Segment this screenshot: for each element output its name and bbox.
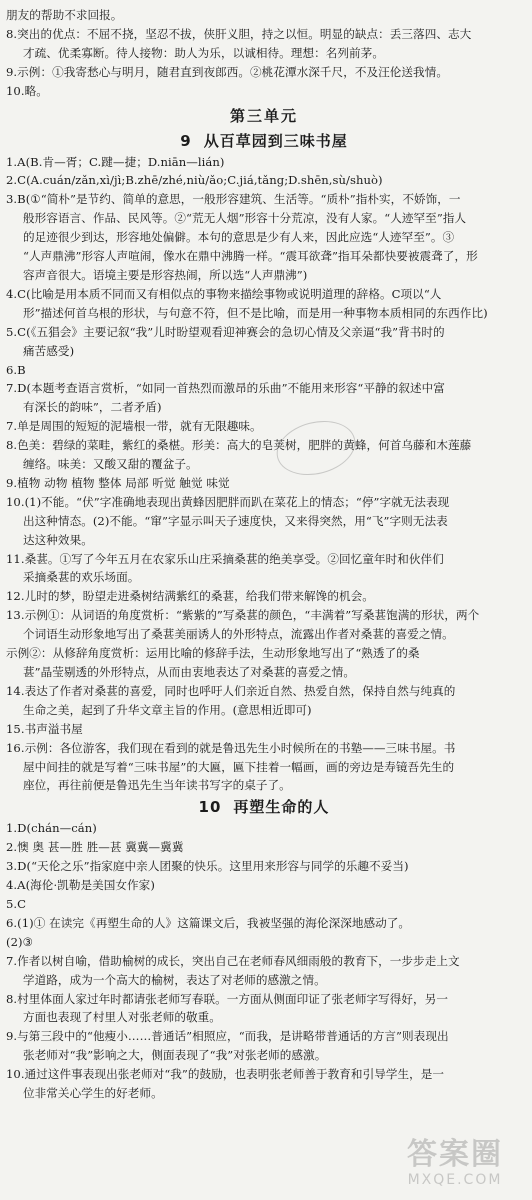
answer-line: 示例②：从修辞角度赏析：运用比喻的修辞手法，生动形象地写出了“熟透了的桑 — [6, 646, 420, 661]
page-content — [6, 6, 522, 1103]
lesson-10-title: 再塑生命的人 — [233, 798, 330, 817]
answer-line: 采摘桑葚的欢乐场面。 — [23, 570, 140, 585]
answer-line: 缠络。味美：又酸又甜的覆盆子。 — [23, 457, 198, 472]
answer-line: 11.桑葚。①写了今年五月在农家乐山庄采摘桑葚的绝美享受。②回忆童年时和伙伴们 — [6, 551, 444, 566]
answer-line: 的足迹很少到达，形容地处偏僻。本句的意思是少有人来，因此应选“人迹罕至”。③ — [23, 230, 455, 245]
lesson-9-number: 9 — [180, 131, 192, 150]
answer-line: 10.(1)不能。“伏”字准确地表现出黄蜂因肥胖而趴在菜花上的情态；“停”字就无法表现 — [6, 494, 450, 509]
answer-line: 生命之美，起到了升华文章主旨的作用。(意思相近即可) — [23, 702, 312, 717]
answer-line: 5.C — [6, 896, 27, 911]
answer-line: 葚”晶莹剔透的外形特点，从而由衷地表达了对桑葚的喜爱之情。 — [23, 665, 356, 679]
previous-answers-block — [6, 6, 522, 101]
answer-line: 出这种情态。(2)不能。“窜”字显示叫天子速度快，又来得突然，用“飞”字则无法表 — [23, 513, 448, 528]
answer-line: 方面也表现了村里人对张老师的敬重。 — [23, 1010, 221, 1025]
answer-line: 有深长的韵味”，二者矛盾) — [23, 400, 162, 415]
answer-line: 14.表达了作者对桑葚的喜爱，同时也呼吁人们亲近自然、热爱自然，保持自然与纯真的 — [6, 683, 456, 698]
answer-line: 15.书声溢书屋 — [6, 721, 83, 736]
answer-line: 8.突出的优点：不屈不挠，坚忍不拔，侠肝义胆，持之以恒。明显的缺点：丢三落四、志大 — [6, 26, 472, 41]
answer-line: “人声鼎沸”形容人声喧闹，像水在鼎中沸腾一样。“震耳欲聋”指耳朵都快要被震聋了，形 — [23, 249, 478, 264]
answer-line: 2.C(A.cuán/zǎn,xì/jì;B.zhē/zhé,niù/ǎo;C.jiá,tǎng;D.shēn,sù/shuò) — [6, 173, 383, 188]
answer-line: 位非常关心学生的好老师。 — [23, 1086, 163, 1101]
watermark-text: 答案圈 — [407, 1137, 503, 1172]
answer-line: 9.与第三段中的“他瘦小……普通话”相照应，“而我，是讲略带普通话的方言”则表现出 — [6, 1029, 449, 1044]
answer-line: 座位，再往前便是鲁迅先生当年读书写字的桌子了。 — [23, 778, 291, 793]
answer-line: 16.示例：各位游客，我们现在看到的就是鲁迅先生小时候所在的书塾——三味书屋。书 — [6, 740, 456, 755]
answer-line: 个词语生动形象地写出了桑葚美丽诱人的外形特点，流露出作者对桑葚的喜爱之情。 — [23, 627, 454, 642]
answer-line: 5.C(《五猖会》主要记叙“我”儿时盼望观看迎神赛会的急切心情及父亲逼“我”背书时的 — [6, 324, 445, 339]
answer-line: 1.D(chán—cán) — [6, 821, 97, 836]
answer-line: 9.植物 动物 植物 整体 局部 听觉 触觉 味觉 — [6, 475, 230, 490]
answer-line: 10.通过这件事表现出张老师对“我”的鼓励，也表明张老师善于教育和引导学生，是一 — [6, 1067, 445, 1082]
answer-line: 1.A(B.肯—胥；C.踺—捷；D.niān—lián) — [6, 154, 225, 169]
answer-line: 张老师对“我”影响之大，侧面表现了“我”对张老师的感激。 — [23, 1048, 327, 1063]
answer-line: 痛苦感受) — [23, 343, 75, 358]
answer-line: 7.作者以树自喻，借助榆树的成长，突出自己在老师春风细雨般的教育下，一步步走上文 — [6, 953, 460, 968]
answer-line: 7.单是周围的短短的泥墙根一带，就有无限趣味。 — [6, 419, 262, 434]
answer-line: 学道路，成为一个高大的榆树，表达了对老师的感激之情。 — [23, 972, 326, 987]
answer-line: 8.色美：碧绿的菜畦，紫红的桑椹。形美：高大的皂荚树，肥胖的黄蜂，何首乌藤和木莲藤 — [6, 438, 472, 453]
answer-line: 6.B — [6, 362, 26, 377]
answer-line: 8.村里体面人家过年时都请张老师写春联。一方面从侧面印证了张老师字写得好，另一 — [6, 991, 448, 1006]
lesson-10-heading — [6, 795, 522, 819]
answer-line: 般形容语言、作品、民风等。②“荒无人烟”形容十分荒凉，没有人家。“人迹罕至”指人 — [23, 211, 467, 226]
lesson-10-number: 10 — [198, 798, 222, 817]
answer-line: 3.D(“天伦之乐”指家庭中亲人团聚的快乐。这里用来形容与同学的乐趣不妥当) — [6, 859, 409, 874]
lesson-9-title: 从百草园到三味书屋 — [203, 131, 348, 150]
site-watermark-logo — [380, 1138, 530, 1194]
answer-line: (2)③ — [6, 934, 34, 949]
unit-title: 第三单元 — [229, 106, 298, 125]
answer-line: 7.D(本题考查语言赏析，“如同一首热烈而激昂的乐曲”不能用来形容“平静的叙述中富 — [6, 381, 445, 396]
answer-line: 4.C(比喻是用本质不同而又有相似点的事物来描绘事物或说明道理的辞格。C项以“人 — [6, 286, 442, 301]
answer-line: 4.A(海伦·凯勒是美国女作家) — [6, 878, 155, 893]
lesson-10-answers — [6, 819, 522, 1103]
watermark-url: MXQE.COM — [407, 1172, 503, 1188]
answer-line: 10.略。 — [6, 83, 48, 98]
answer-line: 形”描述何首乌根的形状，与句意不符，但不是比喻，而是用一种事物本质相同的东西作比) — [23, 305, 488, 320]
answer-line: 6.(1)① 在读完《再塑生命的人》这篇课文后，我被坚强的海伦深深地感动了。 — [6, 915, 411, 930]
answer-line: 2.懊 奥 甚—胜 胜—甚 冀冀—冀冀 — [6, 840, 184, 855]
answer-line: 达这种效果。 — [23, 532, 93, 547]
answer-line: 容声音很大。语境主要是形容热闹，所以选“人声鼎沸”) — [23, 267, 308, 282]
answer-line: 13.示例①：从词语的角度赏析：“紫紫的”写桑葚的颜色，“丰满着”写桑葚饱满的形状，两个 — [6, 608, 480, 623]
answer-line: 3.B(①“简朴”是节约、简单的意思，一般形容建筑、生活等。“质朴”指朴实，不娇饰，一 — [6, 192, 461, 207]
lesson-9-answers — [6, 153, 522, 796]
answer-line: 12.儿时的梦，盼望走进桑树结满紫红的桑葚，给我们带来解馋的机会。 — [6, 589, 374, 604]
answer-line: 朋友的帮助不求回报。 — [6, 8, 123, 22]
lesson-9-heading — [6, 129, 522, 153]
answer-line: 屋中间挂的就是写着“三味书屋”的大匾，匾下挂着一幅画，画的旁边是寿镜吾先生的 — [23, 759, 455, 774]
answer-line: 才疏、优柔寡断。待人接物：助人为乐，以诚相待。理想：名列前茅。 — [23, 45, 384, 60]
answer-line: 9.示例：①我寄愁心与明月，随君直到夜郎西。②桃花潭水深千尺，不及汪伦送我情。 — [6, 64, 448, 79]
